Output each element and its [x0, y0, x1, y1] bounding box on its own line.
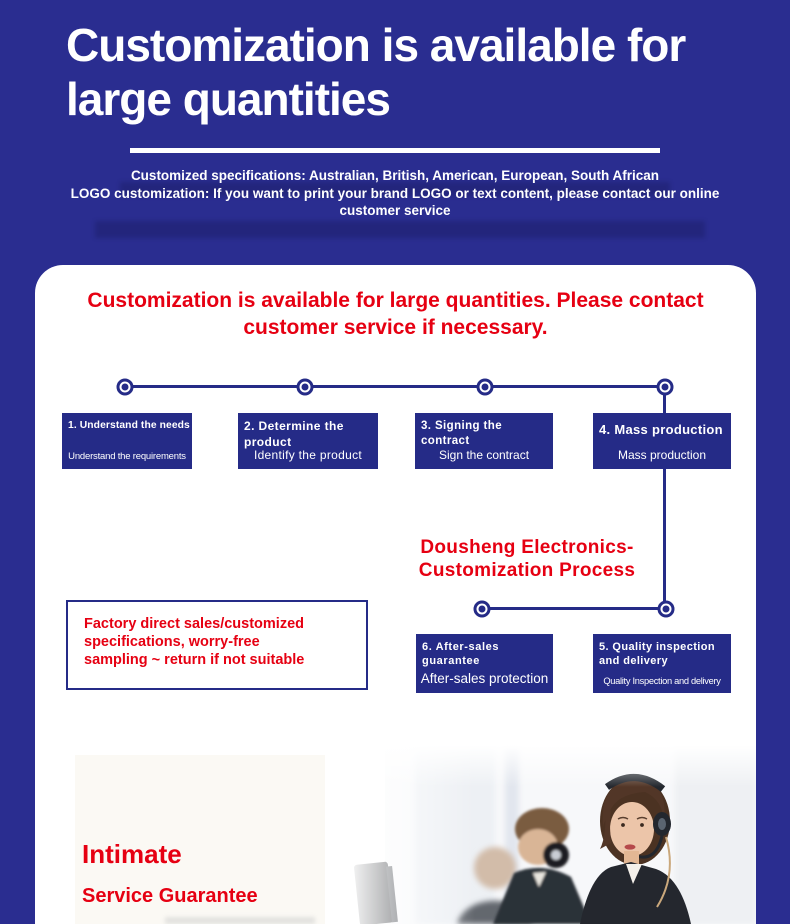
step-6-subtitle: After-sales protection: [420, 671, 549, 686]
step-3-subtitle: Sign the contract: [438, 448, 530, 462]
step-1-subtitle: Understand the requirements: [68, 451, 186, 462]
flow-node-4: [657, 379, 674, 396]
step-6-title: 6. After-sales guarantee: [422, 641, 500, 668]
covered-text-remnant: [95, 221, 705, 238]
page-title-line1: Customization is available: [66, 19, 616, 71]
step-box-3: [415, 413, 553, 469]
step-5-title: 5. Quality inspection and delivery: [599, 641, 715, 668]
card-heading: [35, 287, 756, 341]
step-4-title: 4. Mass production: [599, 422, 723, 437]
step-box-5: [593, 634, 731, 693]
flow-node-6: [474, 601, 491, 618]
process-title: [312, 536, 742, 582]
flow-node-5: [658, 601, 675, 618]
service-title-guarantee: Service Guarantee: [82, 885, 258, 907]
subtitle-logo: LOGO customization: If you want to print your brand LOGO or text content, please contact our online customer service: [70, 186, 720, 218]
subtitle-specs: Customized specifications: Australian, British, American, European, South African: [130, 168, 660, 183]
page-title: [66, 18, 746, 126]
flow-connector-top: [125, 385, 665, 388]
card-heading-line1: Customization is available for large quantities. Please contact: [87, 289, 704, 312]
process-title-line1: Dousheng Electronics-: [420, 537, 634, 558]
cutoff-element: [165, 917, 315, 924]
step-box-6: [416, 634, 553, 693]
flow-connector-bottom: [482, 607, 666, 610]
flow-node-3: [477, 379, 494, 396]
step-4-subtitle: Mass production: [617, 448, 707, 462]
step-2-title: 2. Determine the product: [244, 419, 344, 449]
step-3-title: 3. Signing the contract: [421, 420, 502, 447]
header-subtitles: [0, 167, 790, 220]
promo-text: Factory direct sales/customized specifications, worry-free sampling ~ return if not suitable: [84, 616, 305, 668]
step-box-2: [238, 413, 378, 469]
photo-top-fade: [345, 745, 756, 787]
page-title-line2: for large quantities: [66, 19, 686, 125]
step-1-title: 1. Understand the needs: [68, 420, 190, 431]
step-box-1: [62, 413, 192, 469]
customer-service-photo: [345, 745, 756, 924]
customization-card: [35, 265, 756, 924]
title-divider: [130, 148, 660, 153]
step-box-4: [593, 413, 731, 469]
flow-node-2: [297, 379, 314, 396]
step-2-subtitle: Identify the product: [253, 448, 363, 462]
headset-icon: [543, 842, 569, 868]
service-title-intimate: Intimate: [82, 839, 182, 869]
process-title-line2: Customization Process: [418, 560, 636, 581]
card-heading-line2: customer service if necessary.: [243, 316, 548, 339]
flow-node-1: [117, 379, 134, 396]
step-5-subtitle: Quality Inspection and delivery: [603, 676, 721, 686]
promo-box: [66, 600, 368, 690]
